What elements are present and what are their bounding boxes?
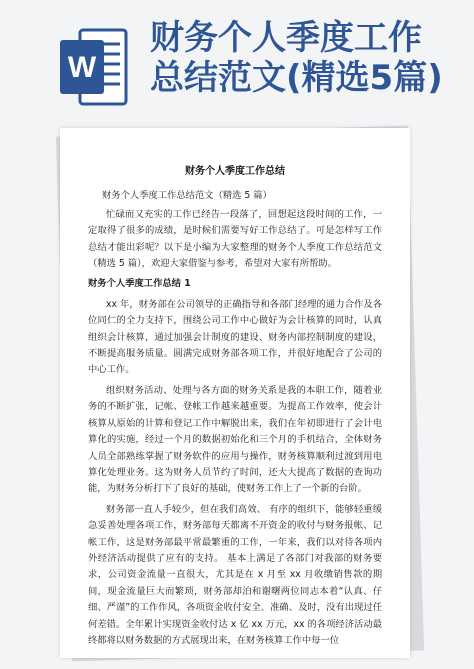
body-paragraph: 组织财务活动、处理与各方面的财务关系是我的本职工作，随着业务的不断扩张，记帐、登帐工作越来越重要。为提高工作效率，使会计核算从原始的计算和登记工作中解脱出来，我们在年初即进行了会计电算化的实施，经过一个月的数据初始化和三个月的手机结合，全体财务人员全部熟练掌握了财务软件的应用与操作，财务核算顺利过渡到用电算化处理业务。这为财务人员节约了时间，还大大提高了数据的查询功能，为财务分析打下了良好的基础，使财务工作上了一个新的台阶。: [88, 384, 382, 495]
banner-title: [150, 18, 468, 98]
document-title: 财务个人季度工作总结: [185, 166, 285, 177]
document-page: [60, 128, 410, 658]
document-subtitle: 财务个人季度工作总结范文（精选 5 篇）: [102, 190, 272, 202]
word-icon-letter: W: [67, 51, 97, 84]
intro-paragraph: 忙碌而又充实的工作已经告一段落了，回想起这段时间的工作，一定取得了很多的成绩，是时候们需要写好工作总结了。可是怎样写工作总结才能出彩呢？以下是小编为大家整理的财务个人季度工作总结范文（精选 5 篇），欢迎大家借鉴与参考，希望对大家有所帮助。: [88, 208, 382, 270]
body-paragraph: xx 年，财务部在公司领导的正确指导和各部门经理的通力合作及各位同仁的全力支持下，围绕公司工作中心做好为会计核算的同时，认真组织会计核算，通过加强会计制度的建设、财务内部控制制度的建设，不断提高服务质量。圆满完成财务部各项工作，并很好地配合了公司的中心工作。: [88, 298, 382, 376]
banner: [0, 0, 474, 110]
section-heading: 财务个人季度工作总结 1: [88, 278, 191, 290]
body-paragraph: 财务部一直人手较少，但在我们高效、 有序的组织下，能够轻重缓急妥善处理各项工作，财务部每天都离不开资金的收付与财务报帐、记帐工作，这是财务部最平常最繁重的工作，一年来，我们以对待各项内外经济活动提供了应有的支持。 基本上满足了各部门对我部的财务要求，公司资金流量一直很大，尤其是在 x 月至 xx 月收缴销售款的期间，现金流量巨大而繁琐，财务部却泊和谢曙两位同志本着“认真、仔细、严谨”的工作作风，各项资金收付安全、准确、及时，没有出现过任何差错。全年累计实现资金收付达 x 亿 xx 万元，xx 的各项经济活动最终都将以财务数据的方式展现出来，在财务核算工作中每一位: [88, 503, 382, 646]
word-document-icon: [58, 26, 130, 108]
banner-title-line-1: 财务个人季度工作: [150, 18, 422, 58]
banner-title-line-2: 总结范文(精选5篇): [150, 58, 443, 98]
document-content: [88, 164, 382, 653]
